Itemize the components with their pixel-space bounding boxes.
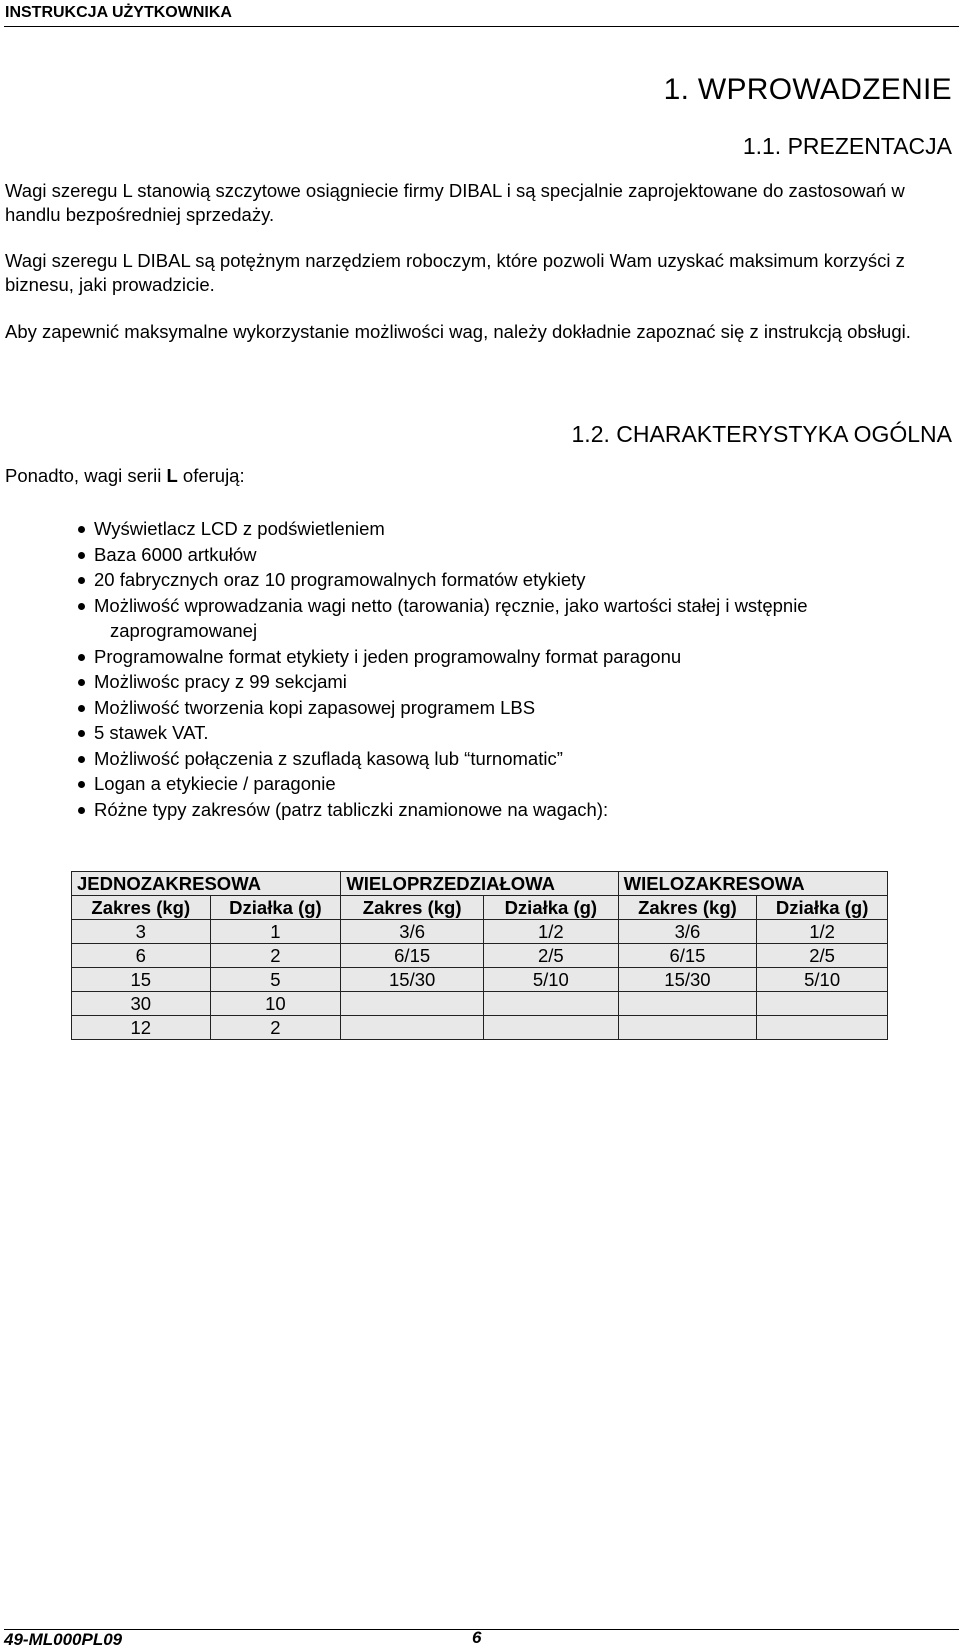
table-cell: 15 [72, 968, 211, 992]
column-header: Zakres (kg) [618, 896, 757, 920]
list-item: Wyświetlacz LCD z podświetleniem [78, 516, 948, 542]
intro-text-before: Ponadto, wagi serii [5, 465, 167, 486]
ranges-table [71, 871, 888, 1040]
bullet-icon [78, 603, 85, 610]
table-row [72, 968, 888, 992]
table-cell: 5 [210, 968, 341, 992]
table-cell: 1 [210, 920, 341, 944]
column-header: Działka (g) [484, 896, 619, 920]
document-code: 49-ML000PL09 [4, 1630, 123, 1649]
table-cell [341, 1016, 484, 1040]
column-header: Zakres (kg) [341, 896, 484, 920]
table-cell: 2 [210, 1016, 341, 1040]
bullet-icon [78, 781, 85, 788]
table-cell: 10 [210, 992, 341, 1016]
document-header-title: INSTRUKCJA UŻYTKOWNIKA [5, 4, 232, 21]
table-cell: 2/5 [484, 944, 619, 968]
list-item: Programowalne format etykiety i jeden programowalny format paragonu [78, 644, 948, 670]
table-cell: 2 [210, 944, 341, 968]
bullet-icon [78, 730, 85, 737]
list-item-continuation: zaprogramowanej [110, 620, 258, 641]
bullet-icon [78, 552, 85, 559]
table-cell: 6/15 [341, 944, 484, 968]
table-row [72, 992, 888, 1016]
column-header: Zakres (kg) [72, 896, 211, 920]
table-cell [618, 992, 757, 1016]
table-cell: 5/10 [484, 968, 619, 992]
subsection-title-presentation: 1.1. PREZENTACJA [742, 133, 952, 159]
table-cell: 3/6 [341, 920, 484, 944]
table-cell [618, 1016, 757, 1040]
table-cell: 3 [72, 920, 211, 944]
intro-series-name: L [166, 465, 178, 486]
group-header-multi-range: WIELOZAKRESOWA [618, 872, 887, 896]
table-subheader-row [72, 896, 888, 920]
column-header: Działka (g) [757, 896, 888, 920]
list-item: Możliwość wprowadzania wagi netto (tarowania) ręcznie, jako wartości stałej i wstępnie zaprogramowanej [78, 593, 948, 644]
bullet-icon [78, 654, 85, 661]
list-item: Baza 6000 artkułów [78, 542, 948, 568]
bullet-icon [78, 756, 85, 763]
column-header: Działka (g) [210, 896, 341, 920]
list-item: Możliwość tworzenia kopi zapasowej programem LBS [78, 695, 948, 721]
table-cell [341, 992, 484, 1016]
table-cell: 1/2 [484, 920, 619, 944]
bullet-icon [78, 526, 85, 533]
table-cell: 2/5 [757, 944, 888, 968]
bullet-icon [78, 705, 85, 712]
bullet-icon [78, 577, 85, 584]
group-header-single-range: JEDNOZAKRESOWA [72, 872, 341, 896]
group-header-multi-interval: WIELOPRZEDZIAŁOWA [341, 872, 618, 896]
subsection-title-characteristics: 1.2. CHARAKTERYSTYKA OGÓLNA [571, 421, 952, 447]
table-cell [757, 1016, 888, 1040]
table-cell: 12 [72, 1016, 211, 1040]
table-cell: 6/15 [618, 944, 757, 968]
table-cell: 15/30 [341, 968, 484, 992]
list-item: 5 stawek VAT. [78, 720, 948, 746]
table-row [72, 1016, 888, 1040]
list-item: Możliwośc pracy z 99 sekcjami [78, 669, 948, 695]
table-group-header-row [72, 872, 888, 896]
list-item: 20 fabrycznych oraz 10 programowalnych formatów etykiety [78, 567, 948, 593]
table-cell: 6 [72, 944, 211, 968]
header-divider [4, 26, 959, 27]
list-item: Logan a etykiecie / paragonie [78, 771, 948, 797]
intro-text-after: oferują: [177, 465, 245, 486]
table-cell [484, 1016, 619, 1040]
features-intro [5, 465, 245, 487]
section-title: 1. WPROWADZENIE [663, 73, 952, 106]
table-cell [484, 992, 619, 1016]
page-number: 6 [472, 1628, 482, 1647]
table-row [72, 920, 888, 944]
paragraph-2: Wagi szeregu L DIBAL są potężnym narzędziem roboczym, które pozwoli Wam uzyskać maksimum korzyści z biznesu, jaki prowadzicie. [5, 250, 905, 295]
table-cell: 15/30 [618, 968, 757, 992]
paragraph-3: Aby zapewnić maksymalne wykorzystanie możliwości wag, należy dokładnie zapoznać się z instrukcją obsługi. [5, 321, 911, 342]
table-cell: 3/6 [618, 920, 757, 944]
table-cell: 30 [72, 992, 211, 1016]
list-item: Możliwość połączenia z szufladą kasową lub “turnomatic” [78, 746, 948, 772]
features-list [78, 516, 948, 822]
paragraph-1: Wagi szeregu L stanowią szczytowe osiągniecie firmy DIBAL i są specjalnie zaprojektowane do zastosowań w handlu bezpośredniej sprzedaży. [5, 180, 905, 225]
table-cell: 5/10 [757, 968, 888, 992]
table-cell: 1/2 [757, 920, 888, 944]
table-cell [757, 992, 888, 1016]
bullet-icon [78, 679, 85, 686]
footer-divider [4, 1629, 959, 1630]
bullet-icon [78, 807, 85, 814]
table-row [72, 944, 888, 968]
list-item: Różne typy zakresów (patrz tabliczki znamionowe na wagach): [78, 797, 948, 823]
